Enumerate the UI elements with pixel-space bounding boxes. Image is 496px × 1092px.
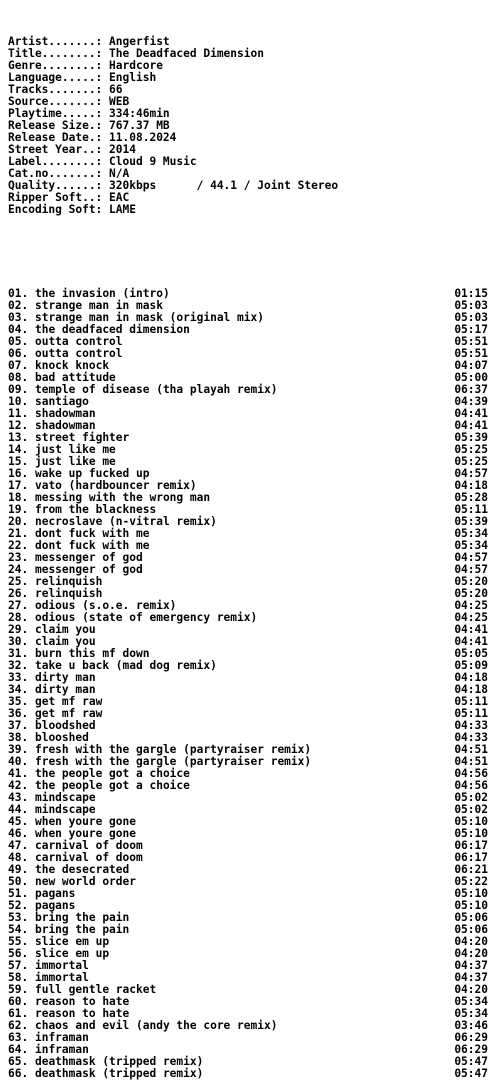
track-number: 34. <box>8 683 29 696</box>
track-duration: 05:25 <box>454 455 488 468</box>
track-number: 32. <box>8 659 29 672</box>
track-number: 01. <box>8 287 29 300</box>
track-title: get mf raw <box>34 695 103 708</box>
track-duration: 06:21 <box>454 863 488 876</box>
track-title: burn this mf down <box>34 647 150 660</box>
track-duration: 04:51 <box>454 743 488 756</box>
track-duration: 05:11 <box>454 707 488 720</box>
track-title: odious (s.o.e. remix) <box>34 599 177 612</box>
track-number: 19. <box>8 503 29 516</box>
track-number: 02. <box>8 299 29 312</box>
nfo-document <box>8 12 490 1092</box>
info-value: LAME <box>109 203 136 216</box>
track-title: the people got a choice <box>34 779 190 792</box>
track-title: deathmask (tripped remix) <box>34 1067 204 1080</box>
track-title: dirty man <box>34 671 96 684</box>
track-duration: 04:07 <box>454 359 488 372</box>
track-duration: 01:15 <box>454 287 488 300</box>
track-duration: 06:37 <box>454 383 488 396</box>
info-value: English <box>109 71 157 84</box>
track-number: 29. <box>8 623 29 636</box>
track-duration: 05:51 <box>454 335 488 348</box>
info-key: Encoding Soft: <box>8 203 103 216</box>
info-key: Release Size.: <box>8 119 103 132</box>
track-title: shadowman <box>34 407 96 420</box>
track-number: 64. <box>8 1043 29 1056</box>
track-duration: 04:37 <box>454 971 488 984</box>
track-title: shadowman <box>34 419 96 432</box>
info-key: Playtime.....: <box>8 107 103 120</box>
track-title: mindscape <box>34 803 96 816</box>
track-title: carnival of doom <box>34 851 143 864</box>
track-title: inframan <box>34 1031 89 1044</box>
track-duration: 04:39 <box>454 395 488 408</box>
track-number: 42. <box>8 779 29 792</box>
track-duration: 04:37 <box>454 959 488 972</box>
track-title: chaos and evil (andy the core remix) <box>34 1019 278 1032</box>
track-number: 15. <box>8 455 29 468</box>
track-number: 53. <box>8 911 29 924</box>
track-duration: 05:47 <box>454 1055 488 1068</box>
track-duration: 04:57 <box>454 563 488 576</box>
track-title: bring the pain <box>34 911 130 924</box>
track-duration: 04:41 <box>454 407 488 420</box>
track-duration: 05:20 <box>454 587 488 600</box>
track-title: the invasion (intro) <box>34 287 170 300</box>
track-title: street fighter <box>34 431 130 444</box>
track-duration: 04:56 <box>454 767 488 780</box>
track-title: get mf raw <box>34 707 103 720</box>
track-number: 56. <box>8 947 29 960</box>
track-number: 55. <box>8 935 29 948</box>
track-number: 38. <box>8 731 29 744</box>
track-number: 57. <box>8 959 29 972</box>
track-duration: 04:18 <box>454 671 488 684</box>
info-key: Cat.no.......: <box>8 167 103 180</box>
track-number: 44. <box>8 803 29 816</box>
track-duration: 05:34 <box>454 527 488 540</box>
info-value: 2014 <box>109 143 136 156</box>
track-title: reason to hate <box>34 995 130 1008</box>
info-key: Street Year..: <box>8 143 103 156</box>
track-title: immortal <box>34 971 89 984</box>
track-number: 60. <box>8 995 29 1008</box>
track-title: strange man in mask <box>34 299 163 312</box>
track-number: 04. <box>8 323 29 336</box>
info-value: 11.08.2024 <box>109 131 177 144</box>
track-duration: 05:06 <box>454 911 488 924</box>
track-number: 65. <box>8 1055 29 1068</box>
track-duration: 04:33 <box>454 719 488 732</box>
track-duration: 04:18 <box>454 479 488 492</box>
track-number: 43. <box>8 791 29 804</box>
release-info <box>8 36 490 216</box>
track-duration: 05:03 <box>454 311 488 324</box>
track-title: new world order <box>34 875 137 888</box>
track-duration: 06:29 <box>454 1031 488 1044</box>
track-duration: 05:10 <box>454 827 488 840</box>
track-title: carnival of doom <box>34 839 143 852</box>
track-title: odious (state of emergency remix) <box>34 611 258 624</box>
track-duration: 05:10 <box>454 899 488 912</box>
track-duration: 06:17 <box>454 851 488 864</box>
track-duration: 05:20 <box>454 575 488 588</box>
info-value: 320kbps / 44.1 / Joint Stereo <box>109 179 339 192</box>
track-number: 30. <box>8 635 29 648</box>
track-title: messing with the wrong man <box>34 491 211 504</box>
track-number: 14. <box>8 443 29 456</box>
track-title: the people got a choice <box>34 767 190 780</box>
info-key: Source.......: <box>8 95 103 108</box>
info-key: Artist.......: <box>8 35 103 48</box>
track-title: outta control <box>34 347 123 360</box>
track-duration: 05:34 <box>454 539 488 552</box>
info-key: Label........: <box>8 155 103 168</box>
info-key: Release Date.: <box>8 131 103 144</box>
track-duration: 05:28 <box>454 491 488 504</box>
track-title: claim you <box>34 623 96 636</box>
track-title: vato (hardbouncer remix) <box>34 479 197 492</box>
track-title: knock knock <box>34 359 110 372</box>
track-number: 21. <box>8 527 29 540</box>
track-duration: 05:02 <box>454 803 488 816</box>
info-key: Quality......: <box>8 179 103 192</box>
info-key: Genre........: <box>8 59 103 72</box>
track-number: 36. <box>8 707 29 720</box>
track-number: 58. <box>8 971 29 984</box>
track-left <box>8 1068 203 1080</box>
info-key: Tracks.......: <box>8 83 103 96</box>
track-number: 59. <box>8 983 29 996</box>
track-duration: 05:03 <box>454 299 488 312</box>
track-title: reason to hate <box>34 1007 130 1020</box>
track-number: 18. <box>8 491 29 504</box>
track-number: 61. <box>8 1007 29 1020</box>
track-number: 12. <box>8 419 29 432</box>
track-title: slice em up <box>34 935 110 948</box>
track-title: relinquish <box>34 587 103 600</box>
track-number: 66. <box>8 1067 29 1080</box>
track-duration: 03:46 <box>454 1019 488 1032</box>
track-row <box>8 1068 490 1080</box>
track-number: 28. <box>8 611 29 624</box>
track-row <box>8 876 490 888</box>
track-title: claim you <box>34 635 96 648</box>
info-row <box>8 204 490 216</box>
track-title: wake up fucked up <box>34 467 150 480</box>
track-number: 13. <box>8 431 29 444</box>
track-title: the deadfaced dimension <box>34 323 190 336</box>
track-duration: 04:41 <box>454 623 488 636</box>
track-number: 25. <box>8 575 29 588</box>
track-duration: 04:56 <box>454 779 488 792</box>
track-duration: 06:29 <box>454 1043 488 1056</box>
track-title: slice em up <box>34 947 110 960</box>
track-title: fresh with the gargle (partyraiser remix) <box>34 743 312 756</box>
track-row <box>8 888 490 900</box>
track-number: 11. <box>8 407 29 420</box>
info-key: Title........: <box>8 47 103 60</box>
track-duration: 04:41 <box>454 419 488 432</box>
track-number: 41. <box>8 767 29 780</box>
track-number: 51. <box>8 887 29 900</box>
track-number: 37. <box>8 719 29 732</box>
info-value: N/A <box>109 167 130 180</box>
track-number: 09. <box>8 383 29 396</box>
track-number: 35. <box>8 695 29 708</box>
info-value: EAC <box>109 191 130 204</box>
track-title: messenger of god <box>34 563 143 576</box>
track-duration: 05:10 <box>454 887 488 900</box>
track-number: 47. <box>8 839 29 852</box>
track-title: strange man in mask (original mix) <box>34 311 264 324</box>
track-duration: 04:20 <box>454 983 488 996</box>
track-duration: 05:39 <box>454 515 488 528</box>
track-duration: 05:05 <box>454 647 488 660</box>
track-duration: 04:20 <box>454 935 488 948</box>
track-duration: 04:57 <box>454 467 488 480</box>
track-title: when youre gone <box>34 815 137 828</box>
track-number: 26. <box>8 587 29 600</box>
track-duration: 04:57 <box>454 551 488 564</box>
track-number: 05. <box>8 335 29 348</box>
info-key: Ripper Soft..: <box>8 191 103 204</box>
track-title: blooshed <box>34 731 89 744</box>
track-duration: 04:25 <box>454 611 488 624</box>
track-title: bad attitude <box>34 371 116 384</box>
track-title: messenger of god <box>34 551 143 564</box>
track-duration: 04:18 <box>454 683 488 696</box>
track-number: 17. <box>8 479 29 492</box>
track-title: mindscape <box>34 791 96 804</box>
track-number: 33. <box>8 671 29 684</box>
track-duration: 05:11 <box>454 503 488 516</box>
track-title: relinquish <box>34 575 103 588</box>
track-title: temple of disease (tha playah remix) <box>34 383 278 396</box>
track-title: dirty man <box>34 683 96 696</box>
track-title: inframan <box>34 1043 89 1056</box>
track-title: dont fuck with me <box>34 527 150 540</box>
track-duration: 04:20 <box>454 947 488 960</box>
track-number: 40. <box>8 755 29 768</box>
track-title: from the blackness <box>34 503 157 516</box>
track-number: 45. <box>8 815 29 828</box>
track-title: bring the pain <box>34 923 130 936</box>
track-duration: 05:34 <box>454 1007 488 1020</box>
section-gap <box>8 240 490 264</box>
track-number: 03. <box>8 311 29 324</box>
track-title: immortal <box>34 959 89 972</box>
track-title: the desecrated <box>34 863 130 876</box>
track-title: necroslave (n-vitral remix) <box>34 515 217 528</box>
track-number: 27. <box>8 599 29 612</box>
track-number: 24. <box>8 563 29 576</box>
track-number: 10. <box>8 395 29 408</box>
info-value: 66 <box>109 83 123 96</box>
track-number: 62. <box>8 1019 29 1032</box>
track-title: pagans <box>34 899 76 912</box>
track-duration: 04:41 <box>454 635 488 648</box>
info-value: 334:46min <box>109 107 170 120</box>
track-number: 39. <box>8 743 29 756</box>
info-value: WEB <box>109 95 130 108</box>
track-title: santiago <box>34 395 89 408</box>
track-number: 48. <box>8 851 29 864</box>
track-number: 46. <box>8 827 29 840</box>
track-title: just like me <box>34 455 116 468</box>
tracklist <box>8 288 490 1080</box>
track-number: 50. <box>8 875 29 888</box>
track-number: 08. <box>8 371 29 384</box>
track-duration: 05:06 <box>454 923 488 936</box>
track-number: 49. <box>8 863 29 876</box>
track-duration: 05:34 <box>454 995 488 1008</box>
info-value: Hardcore <box>109 59 163 72</box>
track-duration: 05:22 <box>454 875 488 888</box>
track-number: 23. <box>8 551 29 564</box>
track-title: fresh with the gargle (partyraiser remix) <box>34 755 312 768</box>
track-number: 31. <box>8 647 29 660</box>
track-title: bloodshed <box>34 719 96 732</box>
track-duration: 05:02 <box>454 791 488 804</box>
track-number: 63. <box>8 1031 29 1044</box>
track-number: 54. <box>8 923 29 936</box>
track-duration: 05:39 <box>454 431 488 444</box>
track-duration: 05:10 <box>454 815 488 828</box>
track-duration: 05:25 <box>454 443 488 456</box>
track-title: just like me <box>34 443 116 456</box>
track-title: full gentle racket <box>34 983 157 996</box>
track-duration: 05:51 <box>454 347 488 360</box>
track-duration: 04:51 <box>454 755 488 768</box>
track-duration: 04:33 <box>454 731 488 744</box>
info-value: 767.37 MB <box>109 119 170 132</box>
track-duration: 05:09 <box>454 659 488 672</box>
track-number: 22. <box>8 539 29 552</box>
track-number: 16. <box>8 467 29 480</box>
track-title: outta control <box>34 335 123 348</box>
info-value: The Deadfaced Dimension <box>109 47 264 60</box>
track-number: 07. <box>8 359 29 372</box>
track-title: deathmask (tripped remix) <box>34 1055 204 1068</box>
track-number: 06. <box>8 347 29 360</box>
track-duration: 05:11 <box>454 695 488 708</box>
track-number: 52. <box>8 899 29 912</box>
track-duration: 06:17 <box>454 839 488 852</box>
track-title: when youre gone <box>34 827 137 840</box>
track-number: 20. <box>8 515 29 528</box>
track-duration: 04:25 <box>454 599 488 612</box>
info-key: Language.....: <box>8 71 103 84</box>
track-title: take u back (mad dog remix) <box>34 659 217 672</box>
track-duration: 05:17 <box>454 323 488 336</box>
info-value: Cloud 9 Music <box>109 155 197 168</box>
track-duration: 05:47 <box>454 1067 488 1080</box>
info-value: Angerfist <box>109 35 170 48</box>
track-title: dont fuck with me <box>34 539 150 552</box>
track-title: pagans <box>34 887 76 900</box>
track-duration: 05:00 <box>454 371 488 384</box>
